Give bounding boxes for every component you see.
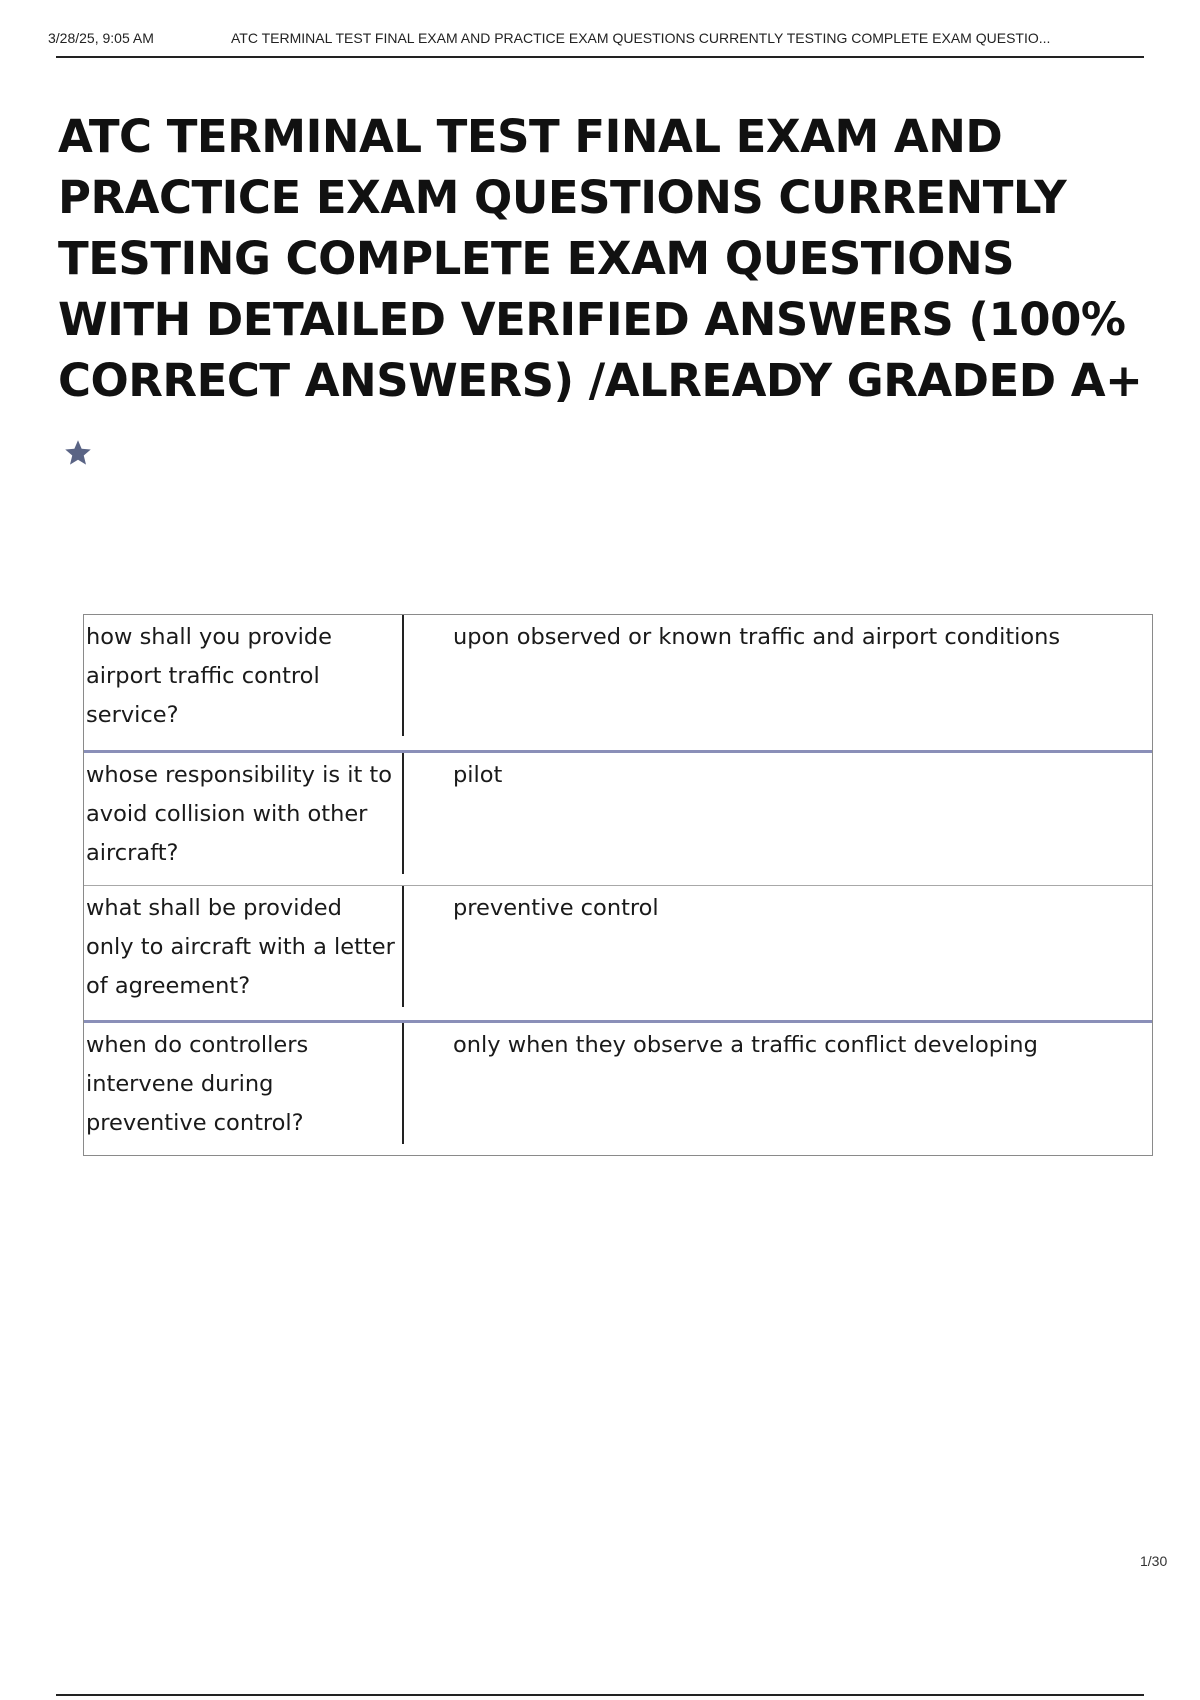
flashcard-definition: only when they observe a traffic conflict developing	[453, 1032, 1038, 1058]
page-title: ATC TERMINAL TEST FINAL EXAM AND PRACTICE EXAM QUESTIONS CURRENTLY TESTING COMPLETE EXAM QUESTIONS WITH DETAILED VERIFIED ANSWERS (100% CORRECT ANSWERS) /ALREADY GRADED A+	[58, 110, 1143, 407]
header-divider	[56, 56, 1144, 58]
flashcard-row	[84, 615, 1152, 750]
flashcard-row	[84, 1020, 1152, 1155]
star-icon[interactable]	[63, 438, 93, 468]
print-header	[48, 28, 1180, 50]
flashcard-row	[84, 885, 1152, 1020]
print-header-title: ATC TERMINAL TEST FINAL EXAM AND PRACTICE EXAM QUESTIONS CURRENTLY TESTING COMPLETE EXAM QUESTIO...	[231, 30, 1051, 46]
flashcard-row	[84, 750, 1152, 885]
footer-divider	[56, 1694, 1144, 1696]
flashcard-definition: preventive control	[453, 895, 659, 921]
page-number: 1/30	[1140, 1553, 1168, 1569]
flashcard-term: how shall you provide airport traffic control service?	[84, 615, 404, 750]
flashcard-table	[83, 614, 1153, 1156]
flashcard-term: what shall be provided only to aircraft with a letter of agreement?	[84, 886, 404, 1020]
flashcard-term: whose responsibility is it to avoid collision with other aircraft?	[84, 753, 404, 885]
flashcard-definition: pilot	[453, 762, 503, 788]
flashcard-term: when do controllers intervene during preventive control?	[84, 1023, 404, 1155]
print-date: 3/28/25, 9:05 AM	[48, 30, 154, 46]
flashcard-definition: upon observed or known traffic and airport conditions	[453, 624, 1061, 650]
